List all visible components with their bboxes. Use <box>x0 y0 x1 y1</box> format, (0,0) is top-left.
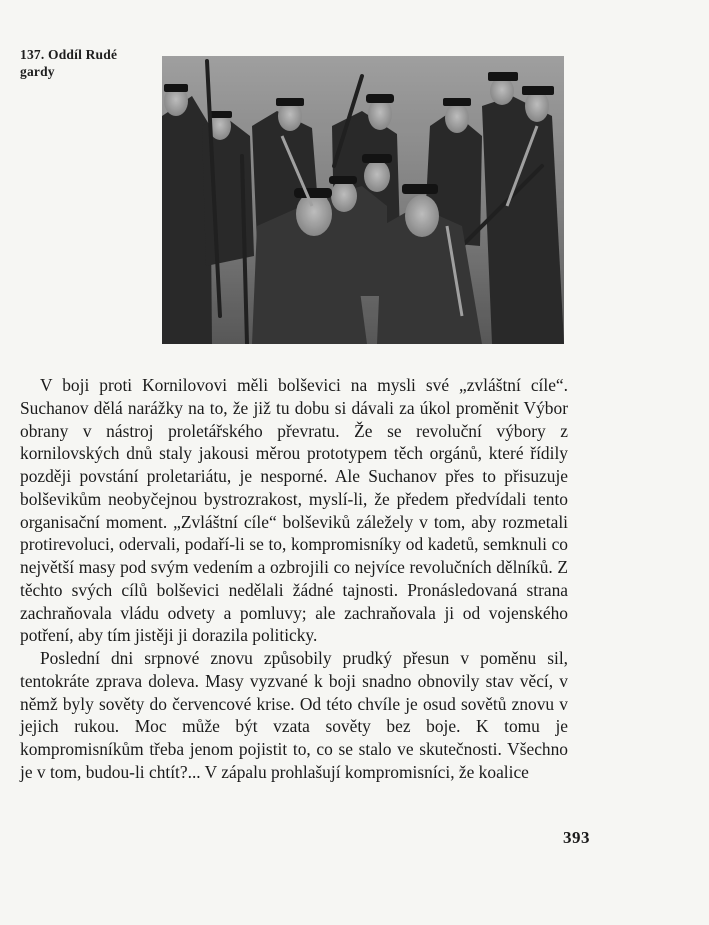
figure-caption: 137. Oddíl Rudé gardy <box>20 47 118 79</box>
article-body <box>20 374 568 784</box>
soldiers-with-rifles-photo <box>162 56 564 344</box>
figure-photo <box>162 56 564 344</box>
paragraph: Poslední dni srpnové znovu způsobily prudký přesun v poměnu sil, tentokráte zprava doleva. Masy vyzvané k boji snadno obnovily stav věcí, v němž byly sověty do červencové krise. Od této chvíle je osud sovětů znovu v jejich rukou. Moc může být vzata sověty bez boje. K tomu je kompromisníkům třeba jenom pojistit to, co se stalo ve skutečnosti. Všechno je v tom, budou-li chtít?... V zápalu prohlašují kompromisníci, že koalice <box>20 648 568 782</box>
paragraph: V boji proti Kornilovovi měli bolševici na mysli své „zvláštní cíle“. Suchanov dělá narážky na to, že již tu dobu si dávali za úkol proměnit Výbor obrany v nástroj proletářského převratu. Že se revoluční výbory z kornilovských dnů staly jakousi měrou prototypem těch orgánů, které řídily později povstání proletariátu, je nesporné. Ale Suchanov přes to přisuzuje bolševikům neobyčejnou bystrozrakost, myslí-li, že předem předvídali tento organisační moment. „Zvláštní cíle“ bolševiků záležely v tom, aby rozmetali protirevoluci, odervali, podaří-li se to, kompromisníky od kadetů, semknuli co největší masy pod svým vedením a ozbrojili co nejvíce revolučních dělníků. Z těchto svých cílů bolševici nedělali žádné tajnosti. Pronásledovaná strana zachraňovala vládu odvety a pomluvy; ale zachraňovala ji od vojenského potření, aby tím jistěji ji dorazila politicky. <box>20 375 568 646</box>
page-number: 393 <box>563 828 590 847</box>
